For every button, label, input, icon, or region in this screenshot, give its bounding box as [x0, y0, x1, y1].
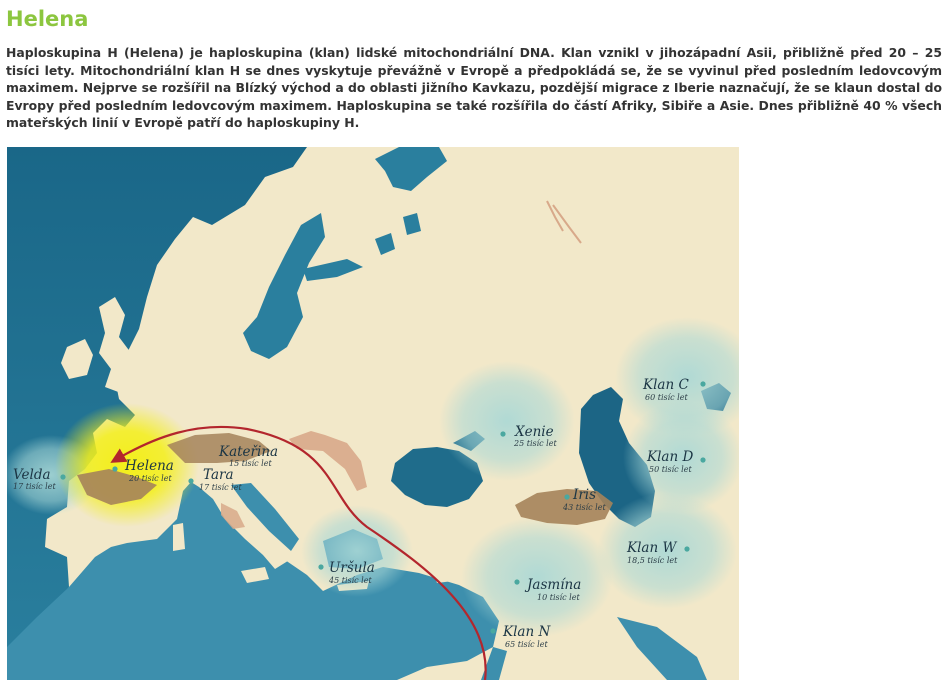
clan-age: 45 tisíc let: [329, 576, 372, 585]
clan-age: 10 tisíc let: [537, 593, 580, 602]
clan-name: Klan W: [627, 540, 677, 556]
clan-age: 43 tisíc let: [563, 503, 606, 512]
clan-marker: [564, 494, 569, 499]
clan-marker: [700, 381, 705, 386]
page-title: Helena: [6, 7, 89, 31]
glow-xenie: [439, 361, 575, 481]
clan-marker: [684, 546, 689, 551]
clan-name: Klan N: [503, 624, 551, 640]
clan-name: Klan C: [643, 377, 689, 393]
sardinia: [173, 523, 185, 551]
clan-marker: [188, 478, 193, 483]
clan-name: Klan D: [647, 449, 694, 465]
clan-marker: [514, 579, 519, 584]
clan-marker: [500, 431, 505, 436]
haplogroup-map: [7, 147, 739, 680]
clan-name: Xenie: [515, 424, 554, 440]
clan-name: Iris: [573, 487, 597, 503]
clan-marker: [112, 466, 117, 471]
clan-age: 65 tisíc let: [505, 640, 548, 649]
clan-name: Kateřina: [219, 444, 279, 460]
clan-age: 20 tisíc let: [129, 474, 172, 483]
intro-paragraph: Haploskupina H (Helena) je haploskupina (klan) lidské mitochondriální DNA. Klan vznikl v jihozápadní Asii, přibližně před 20 – 25 tisíci lety. Mitochondriální klan H se dnes vyskytuje převážně v Evropě a předpokládá se, že se vyvinul před posledním ledovcovým maximem. Nejprve se rozšířil na Blízký východ a do oblasti jižního Kavkazu, pozdější migrace z Iberie naznačují, že se klaun dostal do Evropy před posledním ledovcovým maximem. Haploskupina se také rozšířila do částí Afriky, Sibiře a Asie. Dnes přibližně 40 % všech mateřských linií v Evropě patří do haploskupiny H.: [6, 45, 942, 131]
clan-age: 50 tisíc let: [649, 465, 692, 474]
clan-age: 25 tisíc let: [514, 439, 557, 448]
clan-name: Tara: [203, 467, 234, 483]
clan-name: Jasmína: [527, 577, 582, 593]
clan-marker: [60, 474, 65, 479]
clan-age: 18,5 tisíc let: [627, 556, 678, 565]
clan-age: 17 tisíc let: [13, 482, 56, 491]
clan-name: Uršula: [329, 560, 375, 576]
clan-age: 17 tisíc let: [199, 483, 242, 492]
clan-age: 15 tisíc let: [229, 459, 272, 468]
clan-name: Velda: [13, 467, 51, 483]
clan-marker: [318, 564, 323, 569]
clan-marker: [490, 628, 495, 633]
clan-name: Helena: [125, 458, 174, 474]
clan-age: 60 tisíc let: [645, 393, 688, 402]
clan-marker: [700, 457, 705, 462]
